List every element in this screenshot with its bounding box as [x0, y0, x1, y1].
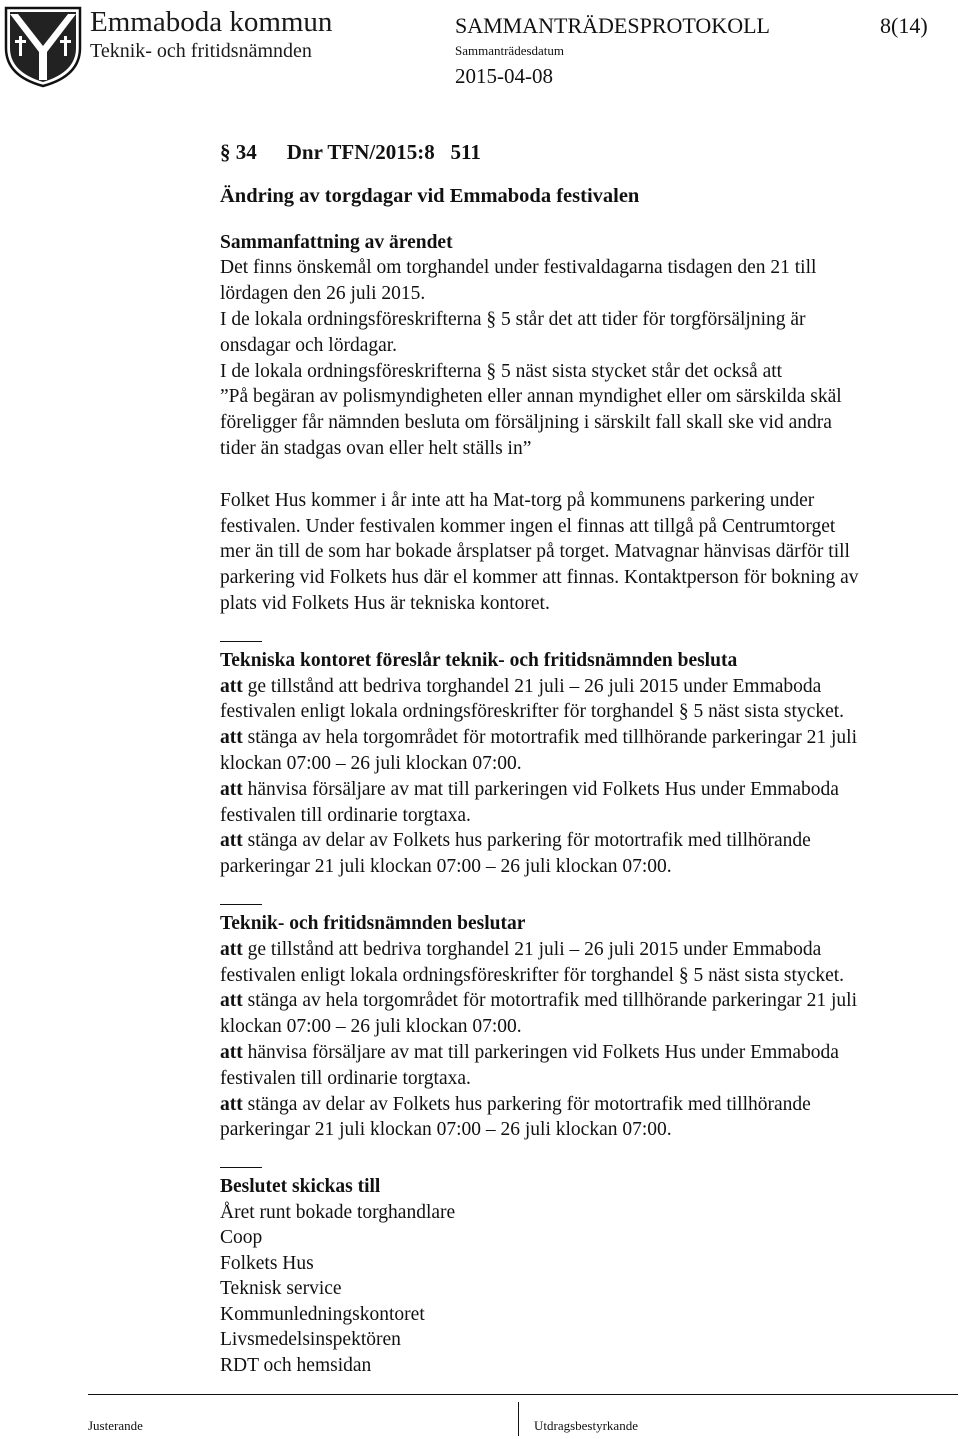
att-keyword: att	[220, 830, 243, 852]
summary-line: Det finns önskemål om torghandel under festivaldagarna tisdagen den 21 till	[220, 257, 817, 279]
proposal-heading: Tekniska kontoret föreslår teknik- och fritidsnämnden besluta	[220, 649, 738, 671]
proposal-item: att stänga av hela torgområdet för motortrafik med tillhörande parkeringar 21 juli	[220, 727, 857, 749]
separator-line	[220, 641, 262, 642]
att-keyword: att	[220, 1093, 243, 1115]
decision-item: att stänga av hela torgområdet för motortrafik med tillhörande parkeringar 21 juli	[220, 990, 857, 1012]
footer-divider	[518, 1402, 519, 1436]
recipient: Kommunledningskontoret	[220, 1303, 425, 1325]
recipient: Coop	[220, 1227, 263, 1249]
summary-line: parkering vid Folkets hus där el kommer att finnas. Kontaktperson för bokning av	[220, 567, 859, 589]
recipient: Året runt bokade torghandlare	[220, 1201, 456, 1223]
recipient: Folkets Hus	[220, 1252, 314, 1274]
summary-line: plats vid Folkets Hus är tekniska kontoret.	[220, 592, 550, 614]
item-title: Ändring av torgdagar vid Emmaboda festivalen	[220, 184, 640, 207]
summary-line: lördagen den 26 juli 2015.	[220, 283, 426, 305]
recipient: Teknisk service	[220, 1278, 342, 1300]
section-number: § 34	[220, 140, 257, 164]
committee-name: Teknik- och fritidsnämnden	[90, 40, 312, 62]
summary-line: mer än till de som har bokade årsplatser på torget. Matvagnar hänvisas därför till	[220, 541, 850, 563]
sent-to-heading: Beslutet skickas till	[220, 1176, 381, 1198]
summary-line: I de lokala ordningsföreskrifterna § 5 står det att tider för torgförsäljning är	[220, 308, 806, 330]
summary-heading: Sammanfattning av ärendet	[220, 231, 453, 253]
att-keyword: att	[220, 990, 243, 1012]
decision-heading: Teknik- och fritidsnämnden beslutar	[220, 912, 526, 934]
section-header	[220, 140, 950, 166]
att-keyword: att	[220, 938, 243, 960]
recipient: RDT och hemsidan	[220, 1354, 372, 1376]
decision-item-cont: parkeringar 21 juli klockan 07:00 – 26 juli klockan 07:00.	[220, 1119, 672, 1141]
document-type: SAMMANTRÄDESPROTOKOLL	[455, 13, 770, 38]
decision-item: att hänvisa försäljare av mat till parkeringen vid Folkets Hus under Emmaboda	[220, 1041, 839, 1063]
summary-line: onsdagar och lördagar.	[220, 334, 398, 356]
justerande-label: Justerande	[88, 1418, 143, 1433]
proposal-item: att hänvisa försäljare av mat till parkeringen vid Folkets Hus under Emmaboda	[220, 778, 839, 800]
summary-line: tider än stadgas ovan eller helt ställs in”	[220, 437, 532, 459]
decision-item: att ge tillstånd att bedriva torghandel 21 juli – 26 juli 2015 under Emmaboda	[220, 938, 822, 960]
proposal-item-cont: parkeringar 21 juli klockan 07:00 – 26 juli klockan 07:00.	[220, 856, 672, 878]
att-keyword: att	[220, 1041, 243, 1063]
proposal-item: att stänga av delar av Folkets hus parkering för motortrafik med tillhörande	[220, 830, 811, 852]
att-keyword: att	[220, 778, 243, 800]
proposal-item-cont: festivalen till ordinarie torgtaxa.	[220, 804, 471, 826]
att-keyword: att	[220, 727, 243, 749]
summary-line: föreligger får nämnden besluta om försäljning i särskilt fall skall ske vid andra	[220, 412, 832, 434]
att-keyword: att	[220, 675, 243, 697]
decision-item-cont: festivalen till ordinarie torgtaxa.	[220, 1067, 471, 1089]
document-body	[220, 140, 950, 1378]
decision-item-cont: klockan 07:00 – 26 juli klockan 07:00.	[220, 1016, 522, 1038]
proposal-item: att ge tillstånd att bedriva torghandel 21 juli – 26 juli 2015 under Emmaboda	[220, 675, 822, 697]
summary-line: ”På begäran av polismyndigheten eller annan myndighet eller om särskilda skäl	[220, 386, 842, 408]
summary-line: festivalen. Under festivalen kommer ingen el finnas att tillgå på Centrumtorget	[220, 515, 836, 537]
emmaboda-coat-of-arms-icon	[4, 6, 82, 88]
decision-item: att stänga av delar av Folkets hus parkering för motortrafik med tillhörande	[220, 1093, 811, 1115]
summary-line: I de lokala ordningsföreskrifterna § 5 näst sista stycket står det också att	[220, 360, 783, 382]
utdragsbestyrkande-label: Utdragsbestyrkande	[534, 1418, 638, 1433]
footer-rule	[88, 1394, 958, 1395]
separator-line	[220, 1167, 262, 1168]
proposal-item-cont: klockan 07:00 – 26 juli klockan 07:00.	[220, 752, 522, 774]
meeting-date-label: Sammanträdesdatum	[455, 43, 565, 58]
separator-line	[220, 904, 262, 905]
meeting-date: 2015-04-08	[455, 64, 553, 88]
page-number: 8(14)	[880, 13, 928, 38]
recipient: Livsmedelsinspektören	[220, 1329, 401, 1351]
org-name: Emmaboda kommun	[90, 6, 333, 38]
decision-item-cont: festivalen enligt lokala ordningsföreskrifter för torghandel § 5 näst sista stycket.	[220, 964, 845, 986]
proposal-item-cont: festivalen enligt lokala ordningsföreskrifter för torghandel § 5 näst sista stycket.	[220, 701, 845, 723]
diary-number: Dnr TFN/2015:8 511	[286, 140, 481, 164]
summary-line: Folket Hus kommer i år inte att ha Mat-torg på kommunens parkering under	[220, 489, 815, 511]
